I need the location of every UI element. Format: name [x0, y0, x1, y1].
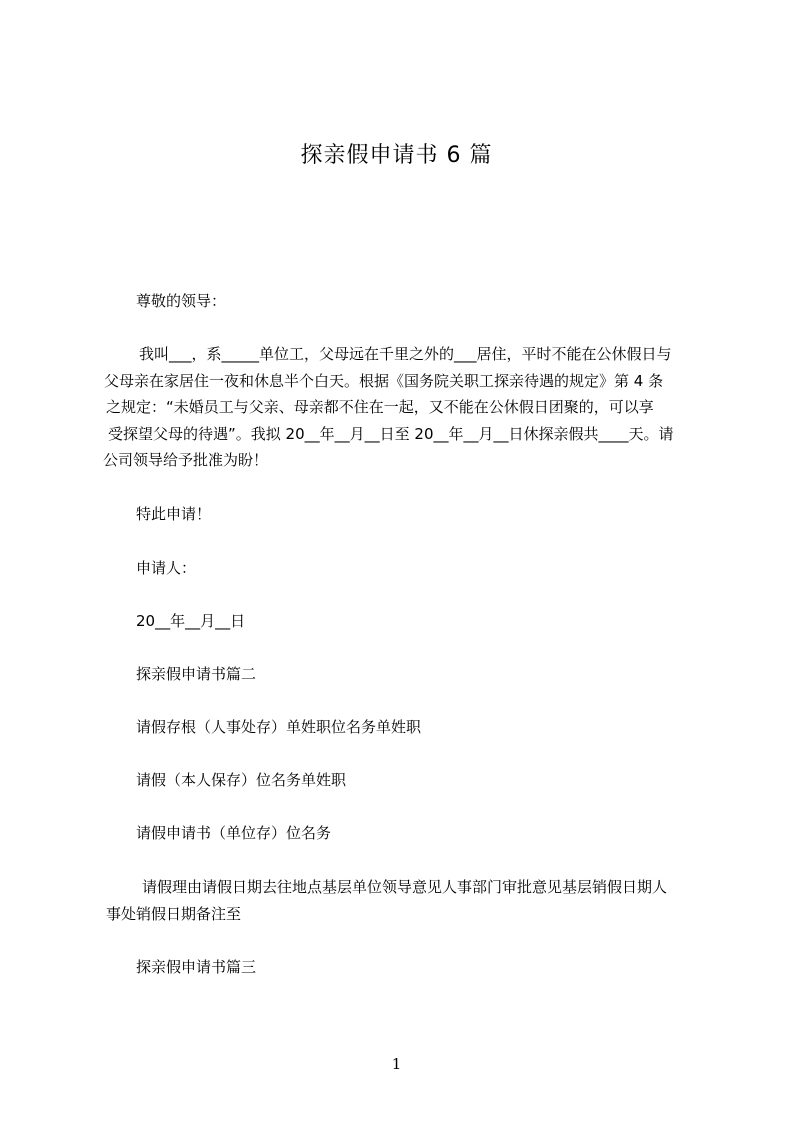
- date-line: 20__年__月__日: [136, 612, 246, 630]
- closing-text: 特此申请！: [136, 505, 212, 523]
- main-paragraph-line: 受探望父母的待遇”。我拟 20__年__月__日至 20__年__月__日休探亲假共____天。请: [108, 424, 674, 443]
- section-three-heading: 探亲假申请书篇三: [136, 958, 257, 976]
- form-paragraph-line: 请假理由请假日期去往地点基层单位领导意见人事部门审批意见基层销假日期人: [142, 878, 668, 896]
- form-paragraph: [106, 874, 726, 927]
- main-paragraph-line: 父母亲在家居住一夜和休息半个白天。根据《国务院关职工探亲待遇的规定》第 4 条: [104, 371, 664, 390]
- form-line-personal: 请假（本人保存）位名务单姓职: [136, 771, 347, 789]
- section-two-heading: 探亲假申请书篇二: [136, 665, 257, 683]
- form-line-stub: 请假存根（人事处存）单姓职位名务单姓职: [136, 718, 422, 736]
- main-paragraph-line: 我叫___，系_____单位工，父母远在千里之外的___居住，平时不能在公休假日与: [139, 345, 672, 363]
- document-title: 探亲假申请书 6 篇: [300, 143, 493, 168]
- applicant-label: 申请人：: [136, 559, 197, 577]
- form-paragraph-line: 事处销假日期备注至: [106, 904, 242, 923]
- main-paragraph: [103, 341, 726, 474]
- main-paragraph-line: 公司领导给予批准为盼！: [103, 451, 269, 469]
- main-paragraph-line: 之规定：“未婚员工与父亲、母亲都不住在一起，又不能在公休假日团聚的，可以享: [106, 398, 654, 416]
- form-line-unit: 请假申请书（单位存）位名务: [136, 824, 332, 842]
- greeting: 尊敬的领导：: [136, 292, 227, 310]
- page-number: 1: [391, 1055, 402, 1073]
